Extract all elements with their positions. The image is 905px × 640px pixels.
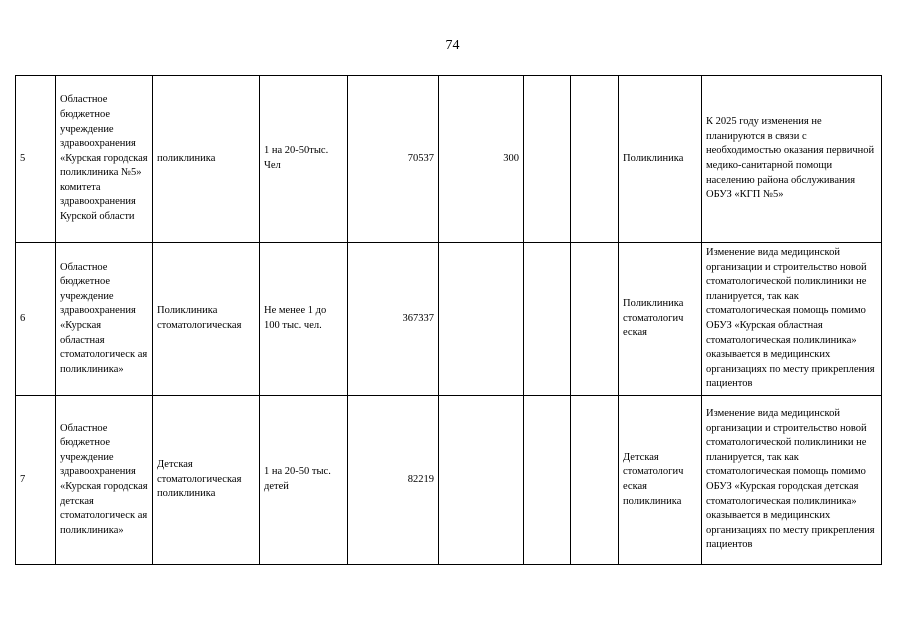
empty-cell — [571, 243, 619, 396]
capacity: 300 — [439, 76, 524, 243]
population-served: 70537 — [348, 76, 439, 243]
capacity — [439, 396, 524, 565]
empty-cell — [524, 76, 571, 243]
row-number: 7 — [16, 396, 56, 565]
facility-kind: Поликлиника — [619, 76, 702, 243]
empty-cell — [571, 76, 619, 243]
empty-cell — [524, 243, 571, 396]
service-standard: Не менее 1 до 100 тыс. чел. — [260, 243, 348, 396]
facility-kind: Поликлиника стоматологич еская — [619, 243, 702, 396]
row-number: 5 — [16, 76, 56, 243]
facility-type: Детская стоматологическая поликлиника — [153, 396, 260, 565]
institution-name: Областное бюджетное учреждение здравоохранения «Курская городская детская стоматологическ ая поликлиника» — [56, 396, 153, 565]
table-row — [16, 396, 882, 565]
note: Изменение вида медицинской организации и строительство новой стоматологической поликлиники не планируется, так как стоматологическая помощь помимо ОБУЗ «Курская городская детская стоматологическая поликлиника» оказывается в медицинских организациях по месту прикрепления пациентов — [702, 396, 882, 565]
table-row — [16, 76, 882, 243]
table-row — [16, 243, 882, 396]
service-standard: 1 на 20-50 тыс. детей — [260, 396, 348, 565]
capacity — [439, 243, 524, 396]
empty-cell — [571, 396, 619, 565]
service-standard: 1 на 20-50тыс. Чел — [260, 76, 348, 243]
row-number: 6 — [16, 243, 56, 396]
facility-kind: Детская стоматологич еская поликлиника — [619, 396, 702, 565]
institution-name: Областное бюджетное учреждение здравоохранения «Курская городская поликлиника №5» комитета здравоохранения Курской области — [56, 76, 153, 243]
facilities-table — [15, 75, 882, 565]
facility-type: Поликлиника стоматологическая — [153, 243, 260, 396]
population-served: 367337 — [348, 243, 439, 396]
facility-type: поликлиника — [153, 76, 260, 243]
population-served: 82219 — [348, 396, 439, 565]
empty-cell — [524, 396, 571, 565]
note: Изменение вида медицинской организации и строительство новой стоматологической поликлиники не планируется, так как стоматологическая помощь помимо ОБУЗ «Курская областная стоматологическая поликлиника» оказывается в медицинских организациях по месту прикрепления пациентов — [702, 243, 882, 396]
page-number: 74 — [445, 38, 460, 53]
institution-name: Областное бюджетное учреждение здравоохранения «Курская областная стоматологическ ая поликлиника» — [56, 243, 153, 396]
note: К 2025 году изменения не планируются в связи с необходимостью оказания первичной медико-санитарной помощи населению района обслуживания ОБУЗ «КГП №5» — [702, 76, 882, 243]
